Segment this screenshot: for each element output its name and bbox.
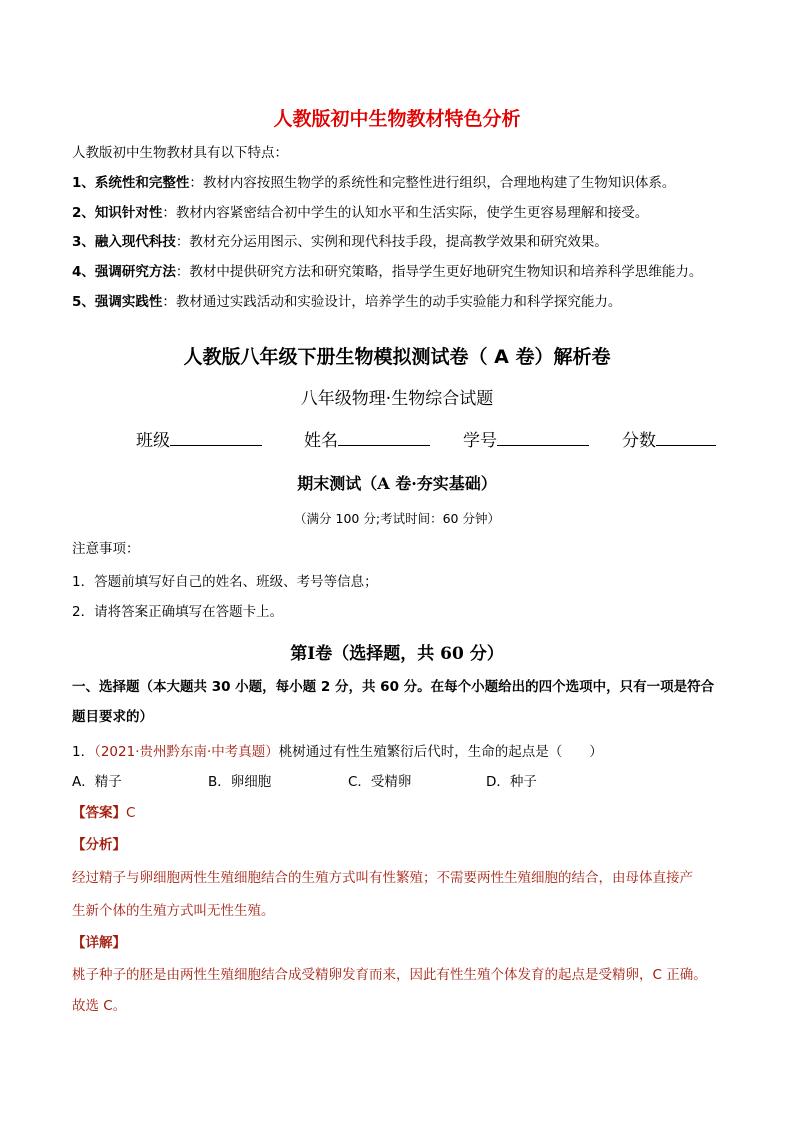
option-b: B．卵细胞 (208, 774, 272, 790)
notice-item-2: 2．请将答案正确填写在答题卡上。 (72, 604, 284, 620)
feature-item-3 (72, 233, 608, 251)
intro-lead: 人教版初中生物教材具有以下特点： (72, 145, 288, 161)
field-id (463, 426, 589, 451)
feature-term: 系统性和完整性 (94, 175, 190, 191)
option-d: D．种子 (486, 774, 537, 790)
option-c: C．受精卵 (348, 774, 412, 790)
field-label: 班级 (136, 431, 170, 451)
feature-num: 4、 (72, 264, 95, 280)
question-stem (72, 743, 603, 761)
feature-num: 2、 (72, 205, 95, 221)
question-number: 1． (72, 744, 95, 760)
analysis-text-line1: 经过精子与卵细胞两性生殖细胞结合的生殖方式叫有性繁殖；不需要两性生殖细胞的结合，由母体直接产 (72, 870, 693, 886)
question-text: 桃树通过有性生殖繁衍后代时，生命的起点是（ ） (278, 744, 603, 760)
answer-label: 【答案】 (72, 805, 126, 821)
detail-text-line1: 桃子种子的胚是由两性生殖细胞结合成受精卵发育而来，因此有性生殖个体发育的起点是受精卵，C 正确。 (72, 967, 707, 983)
analysis-text-line2: 生新个体的生殖方式叫无性生殖。 (72, 903, 275, 919)
field-class (136, 426, 262, 451)
intro-title: 人教版初中生物教材特色分析 (273, 108, 521, 130)
test-name: 期末测试（A 卷·夯实基础） (297, 474, 497, 493)
option-a: A．精子 (72, 774, 122, 790)
score-time: （满分 100 分;考试时间：60 分钟） (294, 511, 500, 526)
feature-text: ：教材充分运用图示、实例和现代科技手段，提高教学效果和研究效果。 (175, 234, 608, 250)
feature-text: ：教材内容按照生物学的系统性和完整性进行组织，合理地构建了生物知识体系。 (189, 175, 676, 191)
detail-text-line2: 故选 C。 (72, 998, 127, 1014)
section-instructions-line1: 一、选择题（本大题共 30 小题，每小题 2 分，共 60 分。在每个小题给出的四个选项中，只有一项是符合 (72, 679, 715, 695)
answer-line (72, 804, 135, 822)
feature-text: ：教材内容紧密结合初中学生的认知水平和生活实际，使学生更容易理解和接受。 (162, 205, 649, 221)
exam-subtitle: 八年级物理·生物综合试题 (300, 389, 494, 409)
blank-line (170, 429, 262, 446)
blank-line (656, 429, 716, 446)
analysis-label: 【分析】 (72, 837, 126, 853)
feature-term: 强调研究方法 (94, 264, 176, 280)
feature-text: ：教材通过实践活动和实验设计，培养学生的动手实验能力和科学探究能力。 (162, 294, 622, 310)
answer-value: C (126, 805, 136, 821)
field-label: 姓名 (304, 431, 338, 451)
blank-line (497, 429, 589, 446)
feature-term: 知识针对性 (94, 205, 163, 221)
feature-item-2 (72, 204, 648, 222)
feature-term: 强调实践性 (94, 294, 163, 310)
field-score (622, 426, 716, 451)
feature-item-5 (72, 293, 621, 311)
blank-line (338, 429, 430, 446)
feature-term: 融入现代科技 (94, 234, 176, 250)
field-name (304, 426, 430, 451)
feature-item-1 (72, 174, 675, 192)
field-label: 分数 (622, 431, 656, 451)
feature-text: ：教材中提供研究方法和研究策略，指导学生更好地研究生物知识和培养科学思维能力。 (175, 264, 703, 280)
detail-label: 【详解】 (72, 935, 126, 951)
notice-title: 注意事项： (72, 541, 140, 557)
question-source: （2021·贵州黔东南·中考真题） (94, 744, 279, 760)
feature-num: 5、 (72, 294, 95, 310)
part-title: 第Ⅰ卷（选择题，共 60 分） (290, 644, 504, 664)
feature-num: 1、 (72, 175, 95, 191)
exam-title: 人教版八年级下册生物模拟测试卷（ A 卷）解析卷 (183, 346, 611, 368)
feature-num: 3、 (72, 234, 95, 250)
feature-item-4 (72, 263, 702, 281)
field-label: 学号 (463, 431, 497, 451)
section-instructions-line2: 题目要求的） (72, 709, 153, 725)
notice-item-1: 1．答题前填写好自己的姓名、班级、考号等信息； (72, 574, 378, 590)
